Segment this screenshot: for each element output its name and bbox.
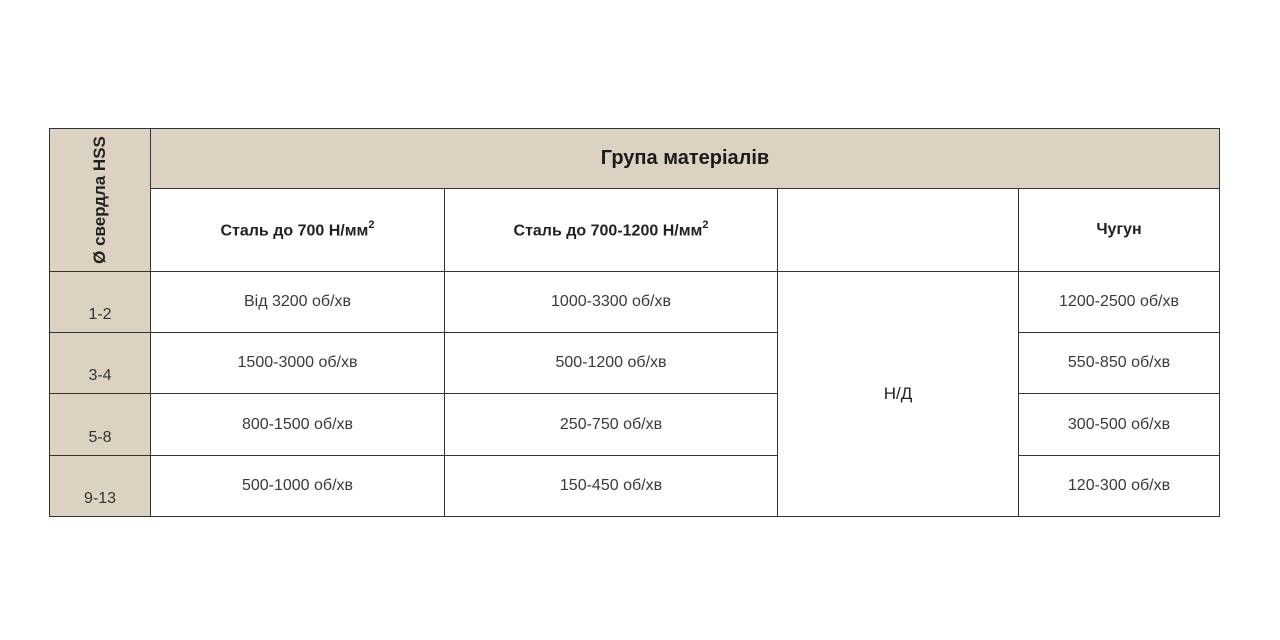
steel-700-1200-cell: 150-450 об/хв (445, 456, 778, 517)
column-header-empty (778, 189, 1019, 272)
steel-700-cell: 1500-3000 об/хв (151, 333, 445, 394)
diameter-header (50, 129, 151, 272)
cast-iron-cell: 300-500 об/хв (1019, 394, 1220, 456)
cast-iron-cell: 120-300 об/хв (1019, 456, 1220, 517)
diameter-header-label: Ø свердла HSS (90, 136, 109, 264)
steel-700-cell: 800-1500 об/хв (151, 394, 445, 456)
diameter-cell: 5-8 (50, 394, 151, 456)
table-row (50, 333, 1220, 394)
diameter-cell: 9-13 (50, 456, 151, 517)
cast-iron-cell: 550-850 об/хв (1019, 333, 1220, 394)
steel-700-1200-cell: 250-750 об/хв (445, 394, 778, 456)
column-header-steel-700: Сталь до 700 $Н/мм^2$ (151, 189, 445, 272)
drill-speed-table (49, 128, 1220, 517)
steel-700-cell: Від 3200 об/хв (151, 272, 445, 333)
table-row (50, 272, 1220, 333)
steel-700-cell: 500-1000 об/хв (151, 456, 445, 517)
material-group-title: Група матеріалів (151, 129, 1220, 189)
column-header-cast-iron: Чугун (1019, 189, 1220, 272)
column-header-steel-700-1200: Сталь до 700-1200 $Н/мм^2$ (445, 189, 778, 272)
diameter-cell: 3-4 (50, 333, 151, 394)
not-available-cell: Н/Д (778, 272, 1019, 517)
table-row (50, 394, 1220, 456)
cast-iron-cell: 1200-2500 об/хв (1019, 272, 1220, 333)
table-row (50, 456, 1220, 517)
diameter-cell: 1-2 (50, 272, 151, 333)
steel-700-1200-cell: 500-1200 об/хв (445, 333, 778, 394)
steel-700-1200-cell: 1000-3300 об/хв (445, 272, 778, 333)
